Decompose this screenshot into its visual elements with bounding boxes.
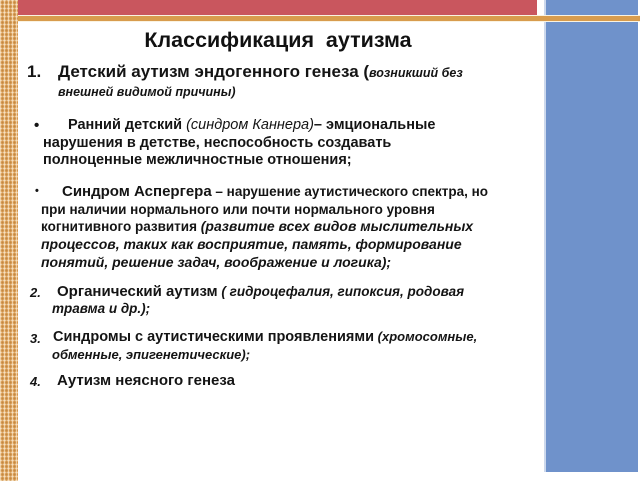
bullet-item-kanner bbox=[22, 117, 534, 170]
bullet-asperger-note: (развитие всех видов мыслительных процессов, таких как восприятие, память, формирование понятий, решение задач, воображение и логика); bbox=[41, 218, 474, 270]
bullet-kanner-syndrome: (синдром Каннера) bbox=[186, 117, 314, 134]
item-1-main-text: Детский аутизм эндогенного генеза ( bbox=[58, 62, 370, 81]
bullet-icon: • bbox=[34, 117, 40, 135]
bullet-kanner-description: – эмциональные нарушения в детстве, неспособность создавать полноценные межличностные отношения; bbox=[43, 117, 436, 169]
item-3-text bbox=[52, 329, 482, 364]
bullet-kanner-text bbox=[43, 117, 488, 170]
item-2-main-text: Органический аутизм bbox=[57, 282, 218, 300]
gold-accent-line bbox=[18, 15, 640, 22]
list-item-2 bbox=[22, 283, 534, 318]
item-1-note-text: возникший без внешней видимой причины) bbox=[58, 66, 463, 100]
bullet-asperger-description: – нарушение аутистического спектра, но при наличии нормального или почти нормального уровня когнитивного развития bbox=[41, 184, 489, 235]
list-item-3 bbox=[22, 329, 534, 364]
bullet-asperger-text bbox=[41, 183, 491, 272]
item-2-text bbox=[52, 283, 472, 318]
item-2-note-text: ( гидроцефалия, гипоксия, родовая травма и др.); bbox=[52, 283, 465, 317]
top-red-bar bbox=[18, 0, 537, 15]
bullet-kanner-lead: Ранний детский bbox=[68, 117, 187, 134]
slide-content bbox=[22, 24, 534, 390]
item-1-number: 1. bbox=[27, 62, 42, 81]
list-item-4 bbox=[22, 372, 534, 390]
left-texture-strip bbox=[0, 0, 18, 481]
item-2-number: 2. bbox=[30, 284, 41, 300]
item-1-text bbox=[58, 62, 488, 100]
item-3-note-text: (хромосомные, обменные, эпигенетические); bbox=[52, 329, 478, 362]
right-blue-sidebar bbox=[544, 0, 638, 472]
item-3-number: 3. bbox=[30, 331, 41, 347]
item-4-text bbox=[52, 372, 502, 390]
list-item-1 bbox=[22, 62, 534, 100]
bullet-icon: • bbox=[35, 185, 39, 198]
item-3-main-text: Синдромы с аутистическими проявлениями bbox=[53, 329, 375, 346]
item-4-main-text: Аутизм неясного генеза bbox=[57, 372, 235, 390]
slide-title: Классификация аутизма bbox=[144, 28, 412, 52]
item-4-number: 4. bbox=[30, 374, 41, 390]
bullet-asperger-lead: Синдром Аспергера bbox=[62, 183, 212, 201]
bullet-item-asperger bbox=[22, 183, 534, 272]
